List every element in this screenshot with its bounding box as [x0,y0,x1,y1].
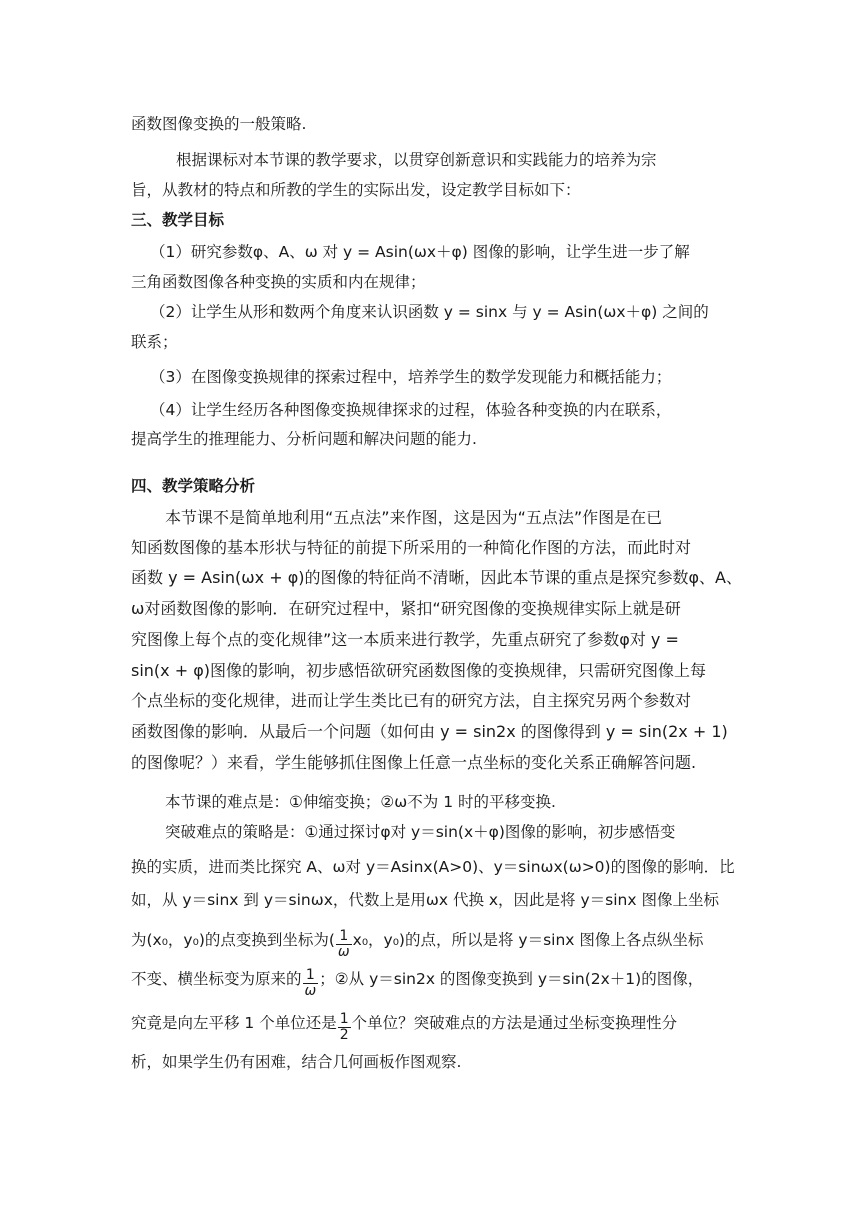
fraction-denominator: 2 [339,1027,349,1043]
text-line [131,1008,678,1043]
text-line: 根据课标对本节课的教学要求，以贯穿创新意识和实践能力的培养为宗 [176,151,657,169]
text-segment: 为(x₀，y₀)的点变换到坐标为( [131,931,335,949]
fraction-denominator: ω [337,944,350,960]
fraction-numerator: 1 [339,1011,349,1027]
text-line: 三角函数图像各种变换的实质和内在规律； [131,273,426,291]
fraction-one-over-omega [336,929,352,960]
text-segment: 究竟是向左平移 1 个单位还是 [131,1014,337,1032]
text-line: 的图像呢？）来看，学生能够抓住图像上任意一点坐标的变化关系正确解答问题. [131,753,697,772]
text-line: 究图像上每个点的变化规律”这一本质来进行教学，先重点研究了参数φ对 y = [131,630,679,649]
text-line: （2）让学生从形和数两个角度来认识函数 y = sinx 与 y = Asin(ωx＋φ) 之间的 [150,303,709,321]
text-segment: ；②从 y＝sin2x 的图像变换到 y＝sin(2x＋1)的图像， [319,970,704,988]
text-line: 函数 y = Asin(ωx + φ)的图像的特征尚不清晰，因此本节课的重点是探究参数φ、A、 [131,568,742,587]
section-heading: 四、教学策略分析 [131,477,256,495]
fraction-one-over-omega [303,968,319,999]
text-line: 本节课不是简单地利用“五点法”来作图，这是因为“五点法”作图是在已 [165,508,663,527]
text-segment: 不变、横坐标变为原来的 [131,970,302,988]
text-line: 如，从 y＝sinx 到 y＝sinωx，代数上是用ωx 代换 x，因此是将 y＝sinx 图像上坐标 [131,891,719,909]
text-line: 个点坐标的变化规律，进而让学生类比已有的研究方法，自主探究另两个参数对 [131,691,692,710]
text-line: 知函数图像的基本形状与特征的前提下所采用的一种简化作图的方法，而此时对 [131,538,692,557]
text-line [131,925,704,960]
text-segment: x₀，y₀)的点，所以是将 y＝sinx 图像上各点纵坐标 [352,931,704,949]
text-line: （4）让学生经历各种图像变换规律探求的过程，体验各种变换的内在联系， [150,401,672,419]
text-segment: 个单位？突破难点的方法是通过坐标变换理性分 [351,1014,678,1032]
text-line: ω对函数图像的影响．在研究过程中，紧扣“研究图像的变换规律实际上就是研 [131,599,681,618]
text-line: 联系； [131,333,178,351]
text-line: 函数图像变换的一般策略. [131,115,307,133]
text-line: 本节课的难点是：①伸缩变换；②ω不为 1 时的平移变换. [165,793,556,811]
fraction-numerator: 1 [336,929,352,945]
text-line: 突破难点的策略是：①通过探讨φ对 y＝sin(x＋φ)图像的影响，初步感悟变 [165,823,676,841]
text-line [131,964,704,999]
fraction-denominator: ω [304,983,317,999]
text-line: 换的实质，进而类比探究 A、ω对 y＝Asinx(A>0)、y＝sinωx(ω>0)的图像的影响．比 [131,858,735,876]
fraction-numerator: 1 [303,968,319,984]
section-heading: 三、教学目标 [131,211,225,229]
fraction-one-half [338,1012,351,1043]
text-line: （1）研究参数φ、A、ω 对 y = Asin(ωx＋φ) 图像的影响，让学生进一步了解 [150,243,690,261]
text-line: 析，如果学生仍有困难，结合几何画板作图观察. [131,1053,462,1071]
text-line: sin(x + φ)图像的影响，初步感悟欲研究函数图像的变换规律，只需研究图像上每 [131,661,707,680]
text-line: 提高学生的推理能力、分析问题和解决问题的能力. [131,430,477,448]
text-line: （3）在图像变换规律的探索过程中，培养学生的数学发现能力和概括能力； [150,368,672,386]
text-line: 旨，从教材的特点和所教的学生的实际出发，设定教学目标如下： [131,181,581,199]
text-line: 函数图像的影响．从最后一个问题（如何由 y = sin2x 的图像得到 y = sin(2x + 1) [131,722,728,741]
